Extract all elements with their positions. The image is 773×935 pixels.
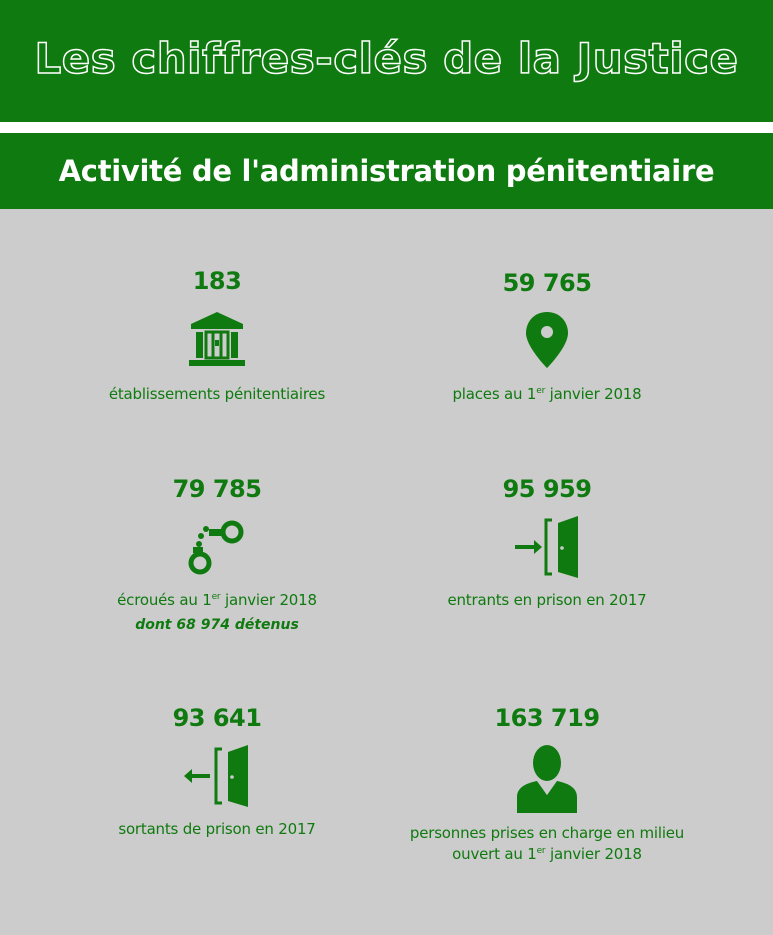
stat-label: sortants de prison en 2017 (118, 820, 316, 838)
door-exit-icon (182, 741, 252, 807)
stat-exits (47, 703, 387, 840)
stat-open-environment (377, 703, 717, 865)
page-subtitle: Activité de l'administration pénitentiaire (58, 154, 715, 188)
stat-label: personnes prises en charge en milieu ouvert au 1er janvier 2018 (409, 824, 685, 863)
prison-building-icon (187, 310, 247, 370)
page-title: Les chiffres-clés de la Justice (34, 33, 739, 83)
stat-value: 95 959 (502, 475, 592, 503)
stat-value: 163 719 (494, 704, 600, 732)
stat-label: écroués au 1er janvier 2018 (117, 591, 317, 609)
divider (0, 122, 773, 133)
stat-entrants (377, 474, 717, 611)
stat-value: 59 765 (502, 269, 592, 297)
subtitle-banner (0, 133, 773, 209)
stat-label: places au 1er janvier 2018 (452, 385, 642, 403)
stat-label: entrants en prison en 2017 (447, 591, 647, 609)
map-pin-icon (524, 310, 570, 370)
stat-label: établissements pénitentiaires (108, 385, 326, 403)
stat-value: 79 785 (172, 475, 262, 503)
title-banner (0, 0, 773, 122)
person-icon (515, 741, 579, 813)
stat-value: 93 641 (172, 704, 262, 732)
stat-note: dont 68 974 détenus (135, 617, 299, 633)
stat-establishments (47, 266, 387, 405)
stat-value: 183 (192, 267, 242, 295)
handcuffs-icon (187, 516, 247, 576)
stat-places (377, 268, 717, 405)
door-enter-icon (512, 512, 582, 578)
stat-inmates (47, 474, 387, 633)
